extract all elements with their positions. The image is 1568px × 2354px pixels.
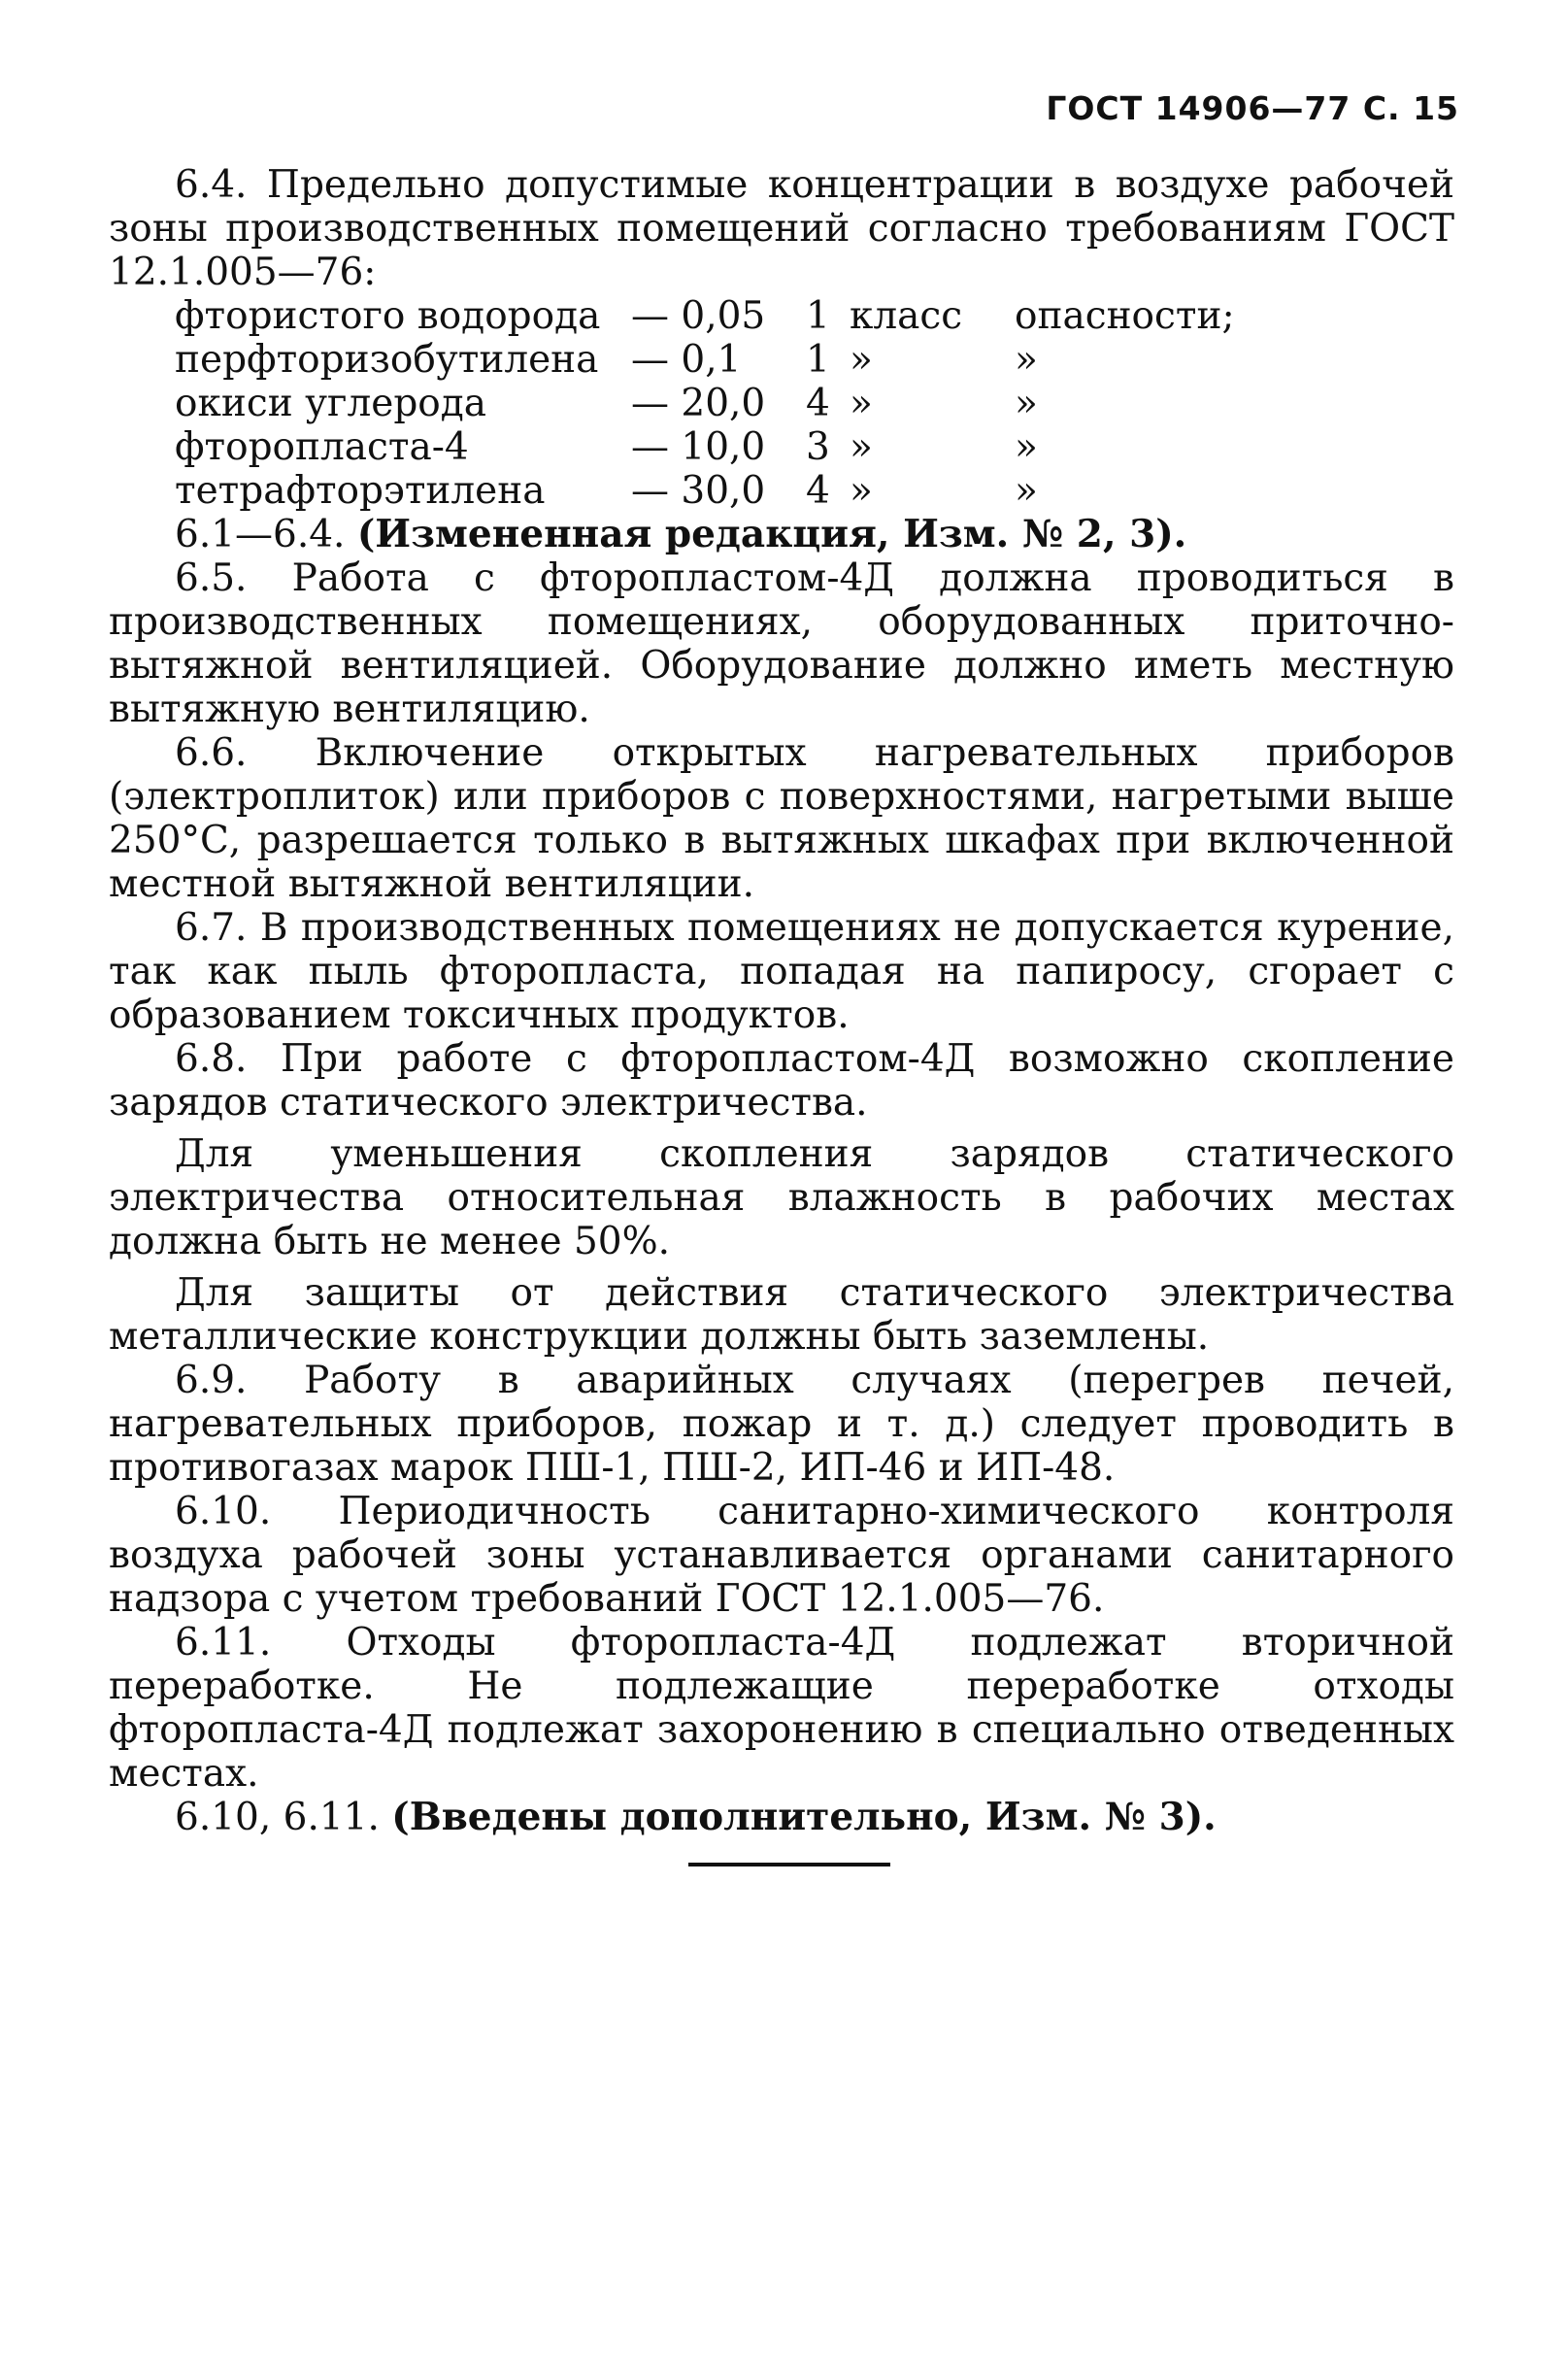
hazard-class: 4 — [806, 469, 830, 513]
ditto-mark: » — [1015, 469, 1038, 513]
hazard-class: 3 — [806, 425, 830, 469]
substance-name: фторопласта-4 — [175, 425, 469, 469]
paragraph-6-8-grounding: Для защиты от действия статического электричества металлические конструкции должны быть заземлены. — [109, 1271, 1454, 1359]
hazard-class: 4 — [806, 382, 830, 425]
hazard-class: 1 — [806, 338, 830, 382]
running-head: ГОСТ 14906—77 С. 15 — [1046, 89, 1459, 127]
amendment-number: 6.10, 6.11. — [175, 1796, 380, 1839]
amendment-6-1-6-4 — [109, 513, 1454, 556]
paragraph-6-10: 6.10. Периодичность санитарно-химического контроля воздуха рабочей зоны устанавливается органами санитарного надзора с учетом требований ГОСТ 12.1.005—76. — [109, 1490, 1454, 1621]
amendment-note: (Измененная редакция, Изм. № 2, 3). — [356, 512, 1187, 556]
concentration-value: — 20,0 — [631, 382, 766, 425]
ditto-mark: » — [1015, 382, 1038, 425]
ditto-mark: » — [1015, 425, 1038, 469]
paragraph-6-7: 6.7. В производственных помещениях не допускается курение, так как пыль фторопласта, попадая на папиросу, сгорает с образованием токсичных продуктов. — [109, 906, 1454, 1037]
paragraph-6-4-intro: 6.4. Предельно допустимые концентрации в воздухе рабочей зоны производственных помещений согласно требованиям ГОСТ 12.1.005—76: — [109, 163, 1454, 294]
ditto-mark: » — [850, 382, 873, 425]
substance-name: фтористого водорода — [175, 294, 601, 338]
paragraph-6-11: 6.11. Отходы фторопласта-4Д подлежат вторичной переработке. Не подлежащие переработке отходы фторопласта-4Д подлежат захоронению в специально отведенных местах. — [109, 1621, 1454, 1796]
substance-name: окиси углерода — [175, 382, 487, 425]
ditto-mark: » — [850, 425, 873, 469]
hazard-label: опасности; — [1015, 294, 1235, 338]
paragraph-6-6: 6.6. Включение открытых нагревательных приборов (электроплиток) или приборов с поверхностями, нагретыми выше 250°С, разрешается только в вытяжных шкафах при включенной местной вытяжной вентиляции. — [109, 731, 1454, 906]
concentration-value: — 10,0 — [631, 425, 766, 469]
concentration-table — [175, 294, 1454, 513]
ditto-mark: » — [850, 338, 873, 382]
amendment-6-10-6-11 — [109, 1796, 1454, 1839]
amendment-note: (Введены дополнительно, Изм. № 3). — [391, 1795, 1217, 1839]
page-content — [109, 163, 1454, 1839]
paragraph-6-8-humidity: Для уменьшения скопления зарядов статического электричества относительная влажность в рабочих местах должна быть не менее 50%. — [109, 1132, 1454, 1263]
concentration-value: — 0,05 — [631, 294, 766, 338]
paragraph-6-9: 6.9. Работу в аварийных случаях (перегрев печей, нагревательных приборов, пожар и т. д.) следует проводить в противогазах марок ПШ-1, ПШ-2, ИП-46 и ИП-48. — [109, 1359, 1454, 1490]
substance-name: тетрафторэтилена — [175, 469, 546, 513]
concentration-value: — 30,0 — [631, 469, 766, 513]
paragraph-6-8: 6.8. При работе с фторопластом-4Д возможно скопление зарядов статического электричества. — [109, 1037, 1454, 1125]
ditto-mark: » — [1015, 338, 1038, 382]
hazard-class: 1 — [806, 294, 830, 338]
ditto-mark: » — [850, 469, 873, 513]
end-rule — [688, 1863, 890, 1866]
paragraph-6-5: 6.5. Работа с фторопластом-4Д должна проводиться в производственных помещениях, оборудованных приточно-вытяжной вентиляцией. Оборудование должно иметь местную вытяжную вентиляцию. — [109, 556, 1454, 731]
class-label: класс — [850, 294, 963, 338]
substance-name: перфторизобутилена — [175, 338, 599, 382]
amendment-number: 6.1—6.4. — [175, 513, 346, 556]
concentration-value: — 0,1 — [631, 338, 742, 382]
